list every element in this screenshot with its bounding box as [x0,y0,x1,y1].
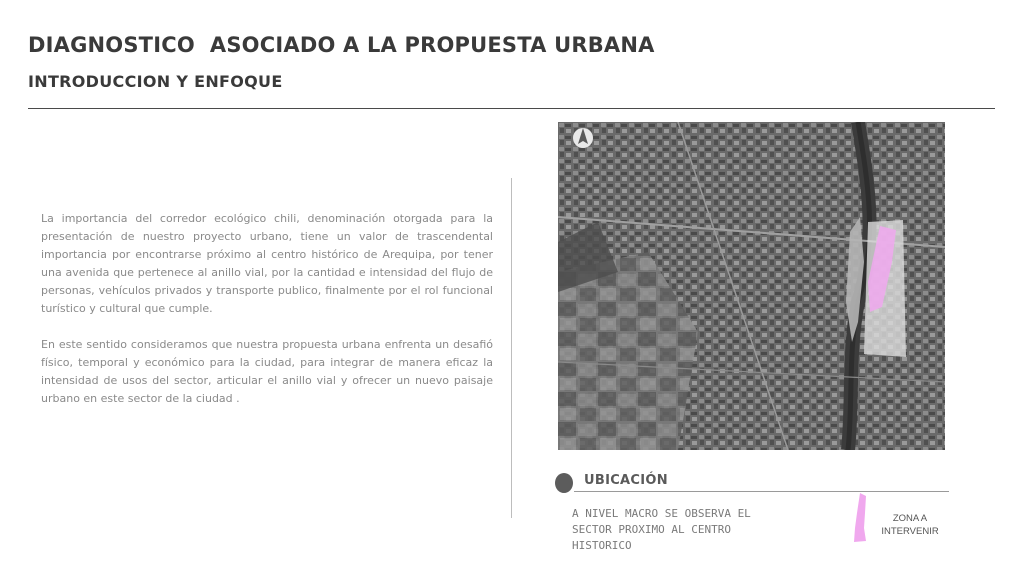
intro-paragraph-2: En este sentido consideramos que nuestra propuesta urbana enfrenta un desafió físico, temporal y económico para la ciudad, para integrar de manera eficaz la intensidad de usos del sector, articular el anillo vial y ofrecer un nuevo paisaje urbano en este sector de la ciudad . [41,338,493,405]
zone-legend-swatch-icon [852,493,872,543]
intro-paragraph-1: La importancia del corredor ecológico chili, denominación otorgada para la presentación de nuestro proyecto urbano, tiene un valor de trascendental importancia por encontrarse próximo al centro histórico de Arequipa, por tener una avenida que pertenece al anillo vial, por la cantidad e intensidad del flujo de personas, vehículos privados y transporte publico, finalmente por el rol funcional turístico y cultural que cumple. [41,212,493,315]
page-subtitle: INTRODUCCION Y ENFOQUE [28,72,283,91]
aerial-map-graphic [558,122,945,450]
header-divider [28,108,995,109]
intro-text [41,210,493,426]
location-divider [574,491,949,492]
location-bullet-icon [555,473,573,493]
location-description: A NIVEL MACRO SE OBSERVA EL SECTOR PROXIMO AL CENTRO HISTORICO [572,507,751,552]
zone-legend-line-2: INTERVENIR [881,526,939,537]
page-title: DIAGNOSTICO ASOCIADO A LA PROPUESTA URBANA [28,33,655,57]
vertical-divider [511,178,512,518]
zone-legend-line-1: ZONA A [892,513,928,524]
location-heading: UBICACIÓN [584,473,668,488]
aerial-map [558,122,945,450]
zone-legend-label [872,512,948,538]
